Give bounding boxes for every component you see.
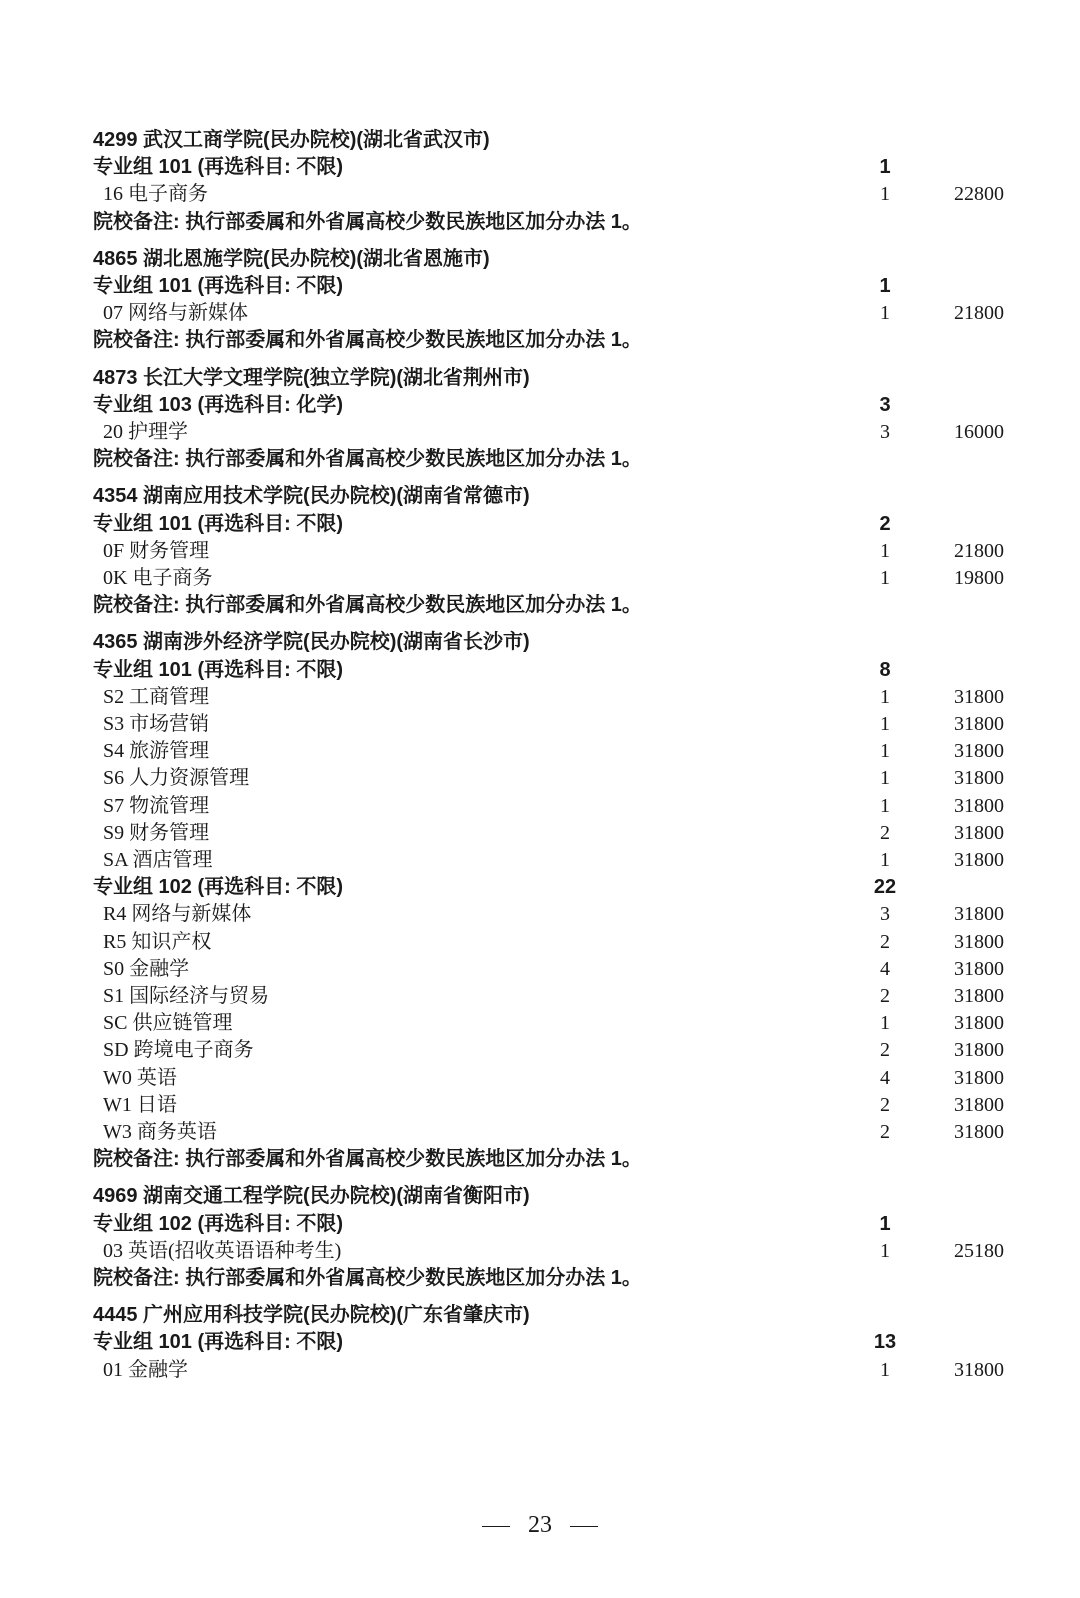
page-number: [0, 1512, 1080, 1539]
group-title: 专业组 101 (再选科目: 不限): [93, 512, 344, 535]
major-count: 1: [880, 740, 890, 763]
major-name: 0F 财务管理: [103, 539, 210, 562]
major-row: [0, 737, 1080, 765]
major-name: S2 工商管理: [103, 685, 210, 708]
major-row: [0, 1036, 1080, 1064]
major-row: [0, 955, 1080, 983]
major-row: [0, 683, 1080, 711]
major-count: 4: [880, 957, 890, 980]
group-count: 22: [873, 876, 897, 899]
major-row: [0, 418, 1080, 446]
school-note: 院校备注: 执行部委属和外省属高校少数民族地区加分办法 1。: [93, 1148, 642, 1171]
group-count: 3: [879, 393, 891, 416]
major-count: 1: [880, 713, 890, 735]
group-count: 1: [879, 1212, 891, 1235]
major-row: [0, 537, 1080, 565]
major-name: S1 国际经济与贸易: [103, 985, 270, 1007]
note-row: [0, 326, 1080, 354]
major-name: S9 财务管理: [103, 821, 210, 844]
major-fee: 22800: [954, 183, 1004, 206]
major-fee: 31800: [954, 740, 1004, 763]
major-name: 03 英语(招收英语语种考生): [103, 1239, 342, 1262]
major-fee: 31800: [954, 1093, 1004, 1116]
school-row: [0, 1301, 1080, 1329]
major-fee: 31800: [954, 767, 1004, 790]
school-row: [0, 364, 1080, 392]
major-name: W0 英语: [103, 1066, 177, 1089]
school-note: 院校备注: 执行部委属和外省属高校少数民族地区加分办法 1。: [93, 448, 642, 471]
group-title: 专业组 101 (再选科目: 不限): [93, 1331, 344, 1354]
major-fee: 31800: [954, 794, 1004, 817]
school-name: 4354 湖南应用技术学院(民办院校)(湖南省常德市): [93, 485, 530, 508]
major-count: 1: [880, 302, 890, 325]
school-name: 4865 湖北恩施学院(民办院校)(湖北省恩施市): [93, 247, 490, 270]
major-fee: 31800: [954, 849, 1004, 871]
major-fee: 31800: [954, 903, 1004, 926]
group-title: 专业组 101 (再选科目: 不限): [93, 658, 344, 681]
group-title: 专业组 102 (再选科目: 不限): [93, 876, 344, 899]
major-count: 1: [880, 183, 890, 206]
major-fee: 16000: [954, 421, 1004, 443]
school-note: 院校备注: 执行部委属和外省属高校少数民族地区加分办法 1。: [93, 594, 642, 617]
major-row: [0, 564, 1080, 592]
group-count: 8: [879, 658, 891, 681]
major-row: [0, 710, 1080, 738]
major-row: [0, 180, 1080, 208]
major-name: SD 跨境电子商务: [103, 1039, 254, 1062]
group-row: [0, 391, 1080, 419]
major-fee: 31800: [954, 957, 1004, 980]
major-row: [0, 1237, 1080, 1265]
group-row: [0, 873, 1080, 901]
group-count: 13: [873, 1331, 897, 1354]
major-count: 2: [880, 930, 890, 953]
group-title: 专业组 101 (再选科目: 不限): [93, 156, 344, 179]
major-row: [0, 792, 1080, 820]
note-row: [0, 445, 1080, 473]
major-count: 4: [880, 1066, 890, 1089]
group-row: [0, 1210, 1080, 1238]
major-row: [0, 846, 1080, 874]
major-name: 0K 电子商务: [103, 567, 213, 589]
school-name: 4969 湖南交通工程学院(民办院校)(湖南省衡阳市): [93, 1185, 530, 1208]
major-count: 2: [880, 1121, 890, 1143]
group-row: [0, 153, 1080, 181]
major-count: 1: [880, 849, 890, 871]
group-count: 2: [879, 512, 891, 535]
major-name: W3 商务英语: [103, 1121, 217, 1143]
major-fee: 31800: [954, 1012, 1004, 1035]
major-row: [0, 928, 1080, 956]
school-name: 4365 湖南涉外经济学院(民办院校)(湖南省长沙市): [93, 631, 530, 654]
major-name: S7 物流管理: [103, 794, 210, 817]
major-count: 2: [880, 985, 890, 1007]
major-name: 20 护理学: [103, 421, 188, 443]
group-title: 专业组 103 (再选科目: 化学): [93, 393, 344, 416]
school-note: 院校备注: 执行部委属和外省属高校少数民族地区加分办法 1。: [93, 210, 642, 233]
school-note: 院校备注: 执行部委属和外省属高校少数民族地区加分办法 1。: [93, 1267, 642, 1289]
school-name: 4299 武汉工商学院(民办院校)(湖北省武汉市): [93, 129, 490, 151]
note-row: [0, 208, 1080, 236]
major-count: 1: [880, 794, 890, 817]
major-row: [0, 1356, 1080, 1384]
major-fee: 31800: [954, 713, 1004, 735]
major-fee: 25180: [954, 1239, 1004, 1262]
major-fee: 31800: [954, 821, 1004, 844]
major-fee: 31800: [954, 685, 1004, 708]
group-count: 1: [879, 156, 891, 179]
right-dash: [570, 1526, 598, 1527]
major-row: [0, 1091, 1080, 1119]
major-name: R4 网络与新媒体: [103, 903, 252, 926]
school-note: 院校备注: 执行部委属和外省属高校少数民族地区加分办法 1。: [93, 329, 642, 352]
major-name: S3 市场营销: [103, 713, 210, 735]
major-count: 1: [880, 1012, 890, 1035]
major-fee: 31800: [954, 1066, 1004, 1089]
major-count: 1: [880, 567, 890, 589]
group-title: 专业组 102 (再选科目: 不限): [93, 1212, 344, 1235]
major-fee: 31800: [954, 1358, 1004, 1381]
major-row: [0, 1064, 1080, 1092]
note-row: [0, 1145, 1080, 1173]
major-row: [0, 819, 1080, 847]
group-count: 1: [879, 275, 891, 297]
major-fee: 21800: [954, 302, 1004, 325]
major-name: 16 电子商务: [103, 183, 208, 206]
group-row: [0, 1328, 1080, 1356]
group-row: [0, 510, 1080, 538]
major-row: [0, 764, 1080, 792]
school-row: [0, 245, 1080, 273]
major-fee: 19800: [954, 567, 1004, 589]
major-name: R5 知识产权: [103, 930, 212, 953]
major-name: SA 酒店管理: [103, 849, 213, 871]
left-dash: [482, 1526, 510, 1527]
school-name: 4873 长江大学文理学院(独立学院)(湖北省荆州市): [93, 366, 530, 389]
group-row: [0, 656, 1080, 684]
group-row: [0, 272, 1080, 300]
major-count: 3: [880, 903, 890, 926]
major-fee: 21800: [954, 539, 1004, 562]
major-name: SC 供应链管理: [103, 1012, 233, 1035]
school-row: [0, 482, 1080, 510]
school-name: 4445 广州应用科技学院(民办院校)(广东省肇庆市): [93, 1304, 530, 1327]
major-name: 07 网络与新媒体: [103, 302, 248, 325]
major-row: [0, 900, 1080, 928]
major-count: 1: [880, 539, 890, 562]
major-count: 1: [880, 767, 890, 790]
major-name: S6 人力资源管理: [103, 767, 250, 790]
major-count: 1: [880, 1239, 890, 1262]
major-name: 01 金融学: [103, 1358, 188, 1381]
major-count: 1: [880, 685, 890, 708]
page-number-text: 23: [528, 1512, 552, 1538]
major-count: 3: [880, 421, 890, 443]
major-name: S0 金融学: [103, 957, 190, 980]
major-row: [0, 982, 1080, 1010]
major-count: 2: [880, 821, 890, 844]
major-fee: 31800: [954, 1121, 1004, 1143]
major-row: [0, 299, 1080, 327]
school-row: [0, 628, 1080, 656]
major-name: W1 日语: [103, 1093, 177, 1116]
major-fee: 31800: [954, 930, 1004, 953]
note-row: [0, 591, 1080, 619]
major-row: [0, 1009, 1080, 1037]
major-fee: 31800: [954, 985, 1004, 1007]
major-count: 1: [880, 1358, 890, 1381]
major-fee: 31800: [954, 1039, 1004, 1062]
major-row: [0, 1118, 1080, 1146]
major-count: 2: [880, 1093, 890, 1116]
group-title: 专业组 101 (再选科目: 不限): [93, 275, 344, 297]
major-count: 2: [880, 1039, 890, 1062]
school-row: [0, 126, 1080, 154]
school-row: [0, 1182, 1080, 1210]
note-row: [0, 1264, 1080, 1292]
major-name: S4 旅游管理: [103, 740, 210, 763]
